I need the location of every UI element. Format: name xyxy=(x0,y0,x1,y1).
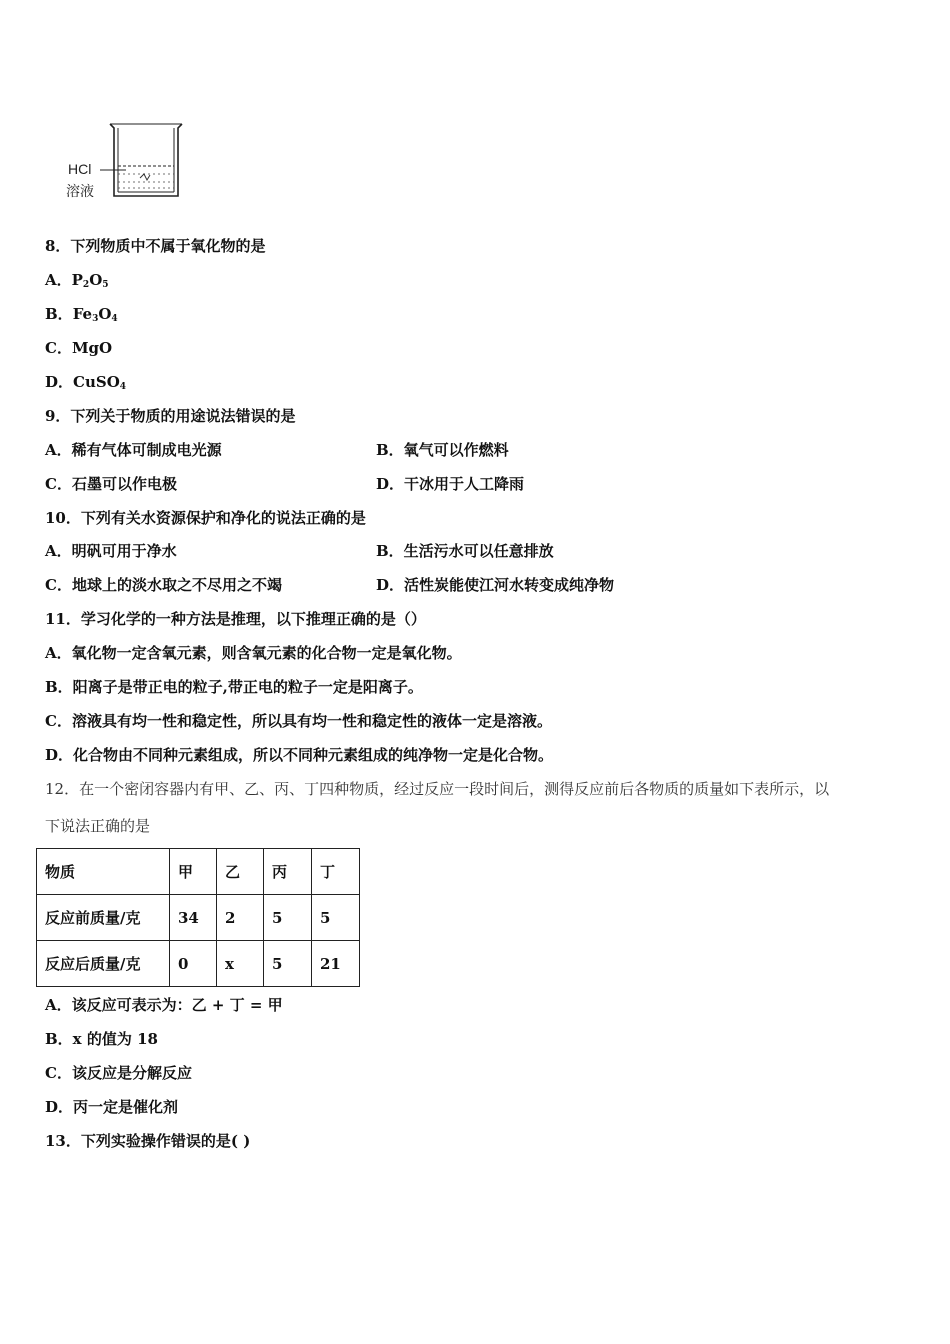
formula-part: O xyxy=(89,271,103,289)
option-prefix: D． xyxy=(45,373,74,391)
q10-stem: 10．下列有关水资源保护和净化的说法正确的是 xyxy=(45,509,366,527)
q10-option-c[interactable]: C．地球上的淡水取之不尽用之不竭 xyxy=(45,576,282,594)
q11-stem: 11．学习化学的一种方法是推理，以下推理正确的是（） xyxy=(45,610,426,628)
figure-label-hcl: HCl xyxy=(68,161,92,177)
q10-option-b[interactable]: B．生活污水可以任意排放 xyxy=(376,542,554,560)
q12-option-b[interactable]: B．x 的值为 18 xyxy=(45,1030,158,1048)
q9-stem: 9．下列关于物质的用途说法错误的是 xyxy=(45,407,296,425)
q13-stem: 13．下列实验操作错误的是( ) xyxy=(45,1132,251,1150)
figure-label-solution: 溶液 xyxy=(66,183,94,199)
q11-option-d[interactable]: D．化合物由不同种元素组成，所以不同种元素组成的纯净物一定是化合物。 xyxy=(45,746,554,764)
formula-subscript: 5 xyxy=(102,280,109,290)
table-header-cell: 丁 xyxy=(312,849,360,895)
option-prefix: B． xyxy=(45,305,73,323)
q11-option-a[interactable]: A．氧化物一定含氧元素，则含氧元素的化合物一定是氧化物。 xyxy=(45,644,462,662)
table-cell: 34 xyxy=(170,895,217,941)
table-cell: 5 xyxy=(312,895,360,941)
table-header-row xyxy=(37,849,360,895)
q12-option-a[interactable]: A．该反应可表示为：乙 + 丁 = 甲 xyxy=(45,996,283,1014)
table-header-cell: 丙 xyxy=(264,849,312,895)
q9-option-d[interactable]: D．干冰用于人工降雨 xyxy=(376,475,525,493)
q9-option-a[interactable]: A．稀有气体可制成电光源 xyxy=(45,441,222,459)
formula-part: Fe xyxy=(72,305,93,323)
table-cell: 5 xyxy=(264,941,312,987)
table-header-cell: 乙 xyxy=(217,849,264,895)
q9-option-b[interactable]: B．氧气可以作燃料 xyxy=(376,441,509,459)
q8-option-b[interactable] xyxy=(45,304,118,324)
table-cell: 反应后质量/克 xyxy=(37,941,170,987)
q8-stem: 8．下列物质中不属于氧化物的是 xyxy=(45,237,266,255)
formula-subscript: 2 xyxy=(82,280,90,290)
q8-option-d[interactable] xyxy=(45,372,126,392)
table-cell: 21 xyxy=(312,941,360,987)
q12-option-d[interactable]: D．丙一定是催化剂 xyxy=(45,1098,179,1116)
table-cell: 5 xyxy=(264,895,312,941)
q8-option-a[interactable] xyxy=(45,270,109,290)
q12-stem-line2: 下说法正确的是 xyxy=(45,817,151,835)
table-cell: 2 xyxy=(217,895,264,941)
table-cell: 0 xyxy=(170,941,217,987)
mass-table xyxy=(36,848,360,987)
q9-option-c[interactable]: C．石墨可以作电极 xyxy=(45,475,177,493)
formula-subscript: 3 xyxy=(92,314,99,324)
q8-option-c[interactable]: C．MgO xyxy=(45,339,113,357)
table-row xyxy=(37,895,360,941)
table-header-cell: 甲 xyxy=(170,849,217,895)
formula-subscript: 4 xyxy=(111,314,118,324)
table-header-cell: 物质 xyxy=(37,849,170,895)
table-row xyxy=(37,941,360,987)
formula-subscript: 4 xyxy=(119,382,127,392)
formula-part: CuSO xyxy=(73,373,120,391)
q11-option-c[interactable]: C．溶液具有均一性和稳定性，所以具有均一性和稳定性的液体一定是溶液。 xyxy=(45,712,552,730)
table-cell: x xyxy=(217,941,264,987)
q10-option-a[interactable]: A．明矾可用于净水 xyxy=(45,542,177,560)
q12-stem-line1: 12．在一个密闭容器内有甲、乙、丙、丁四种物质，经过反应一段时间后，测得反应前后各物质的质量如下表所示，以 xyxy=(45,780,830,798)
option-prefix: A． xyxy=(45,271,72,289)
q10-option-d[interactable]: D．活性炭能使江河水转变成纯净物 xyxy=(376,576,615,594)
formula-part: O xyxy=(98,305,112,323)
q11-option-b[interactable]: B．阳离子是带正电的粒子,带正电的粒子一定是阳离子。 xyxy=(45,678,423,696)
q12-option-c[interactable]: C．该反应是分解反应 xyxy=(45,1064,192,1082)
formula-part: P xyxy=(71,271,83,289)
table-cell: 反应前质量/克 xyxy=(37,895,170,941)
